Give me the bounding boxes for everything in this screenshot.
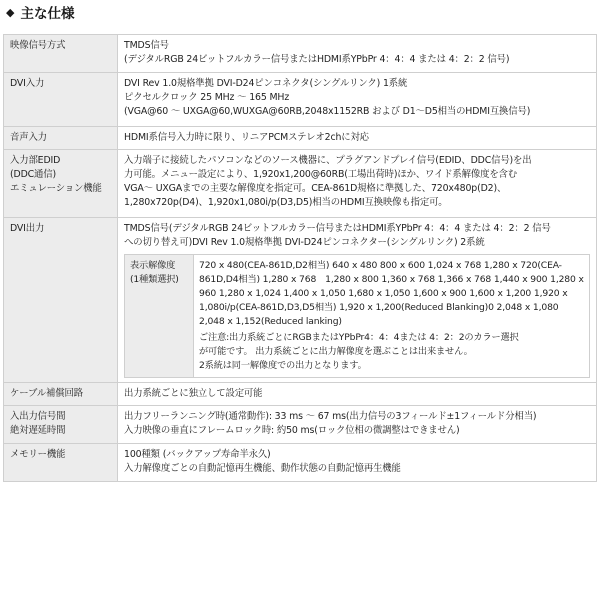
diamond-icon: ◆ [6,5,15,19]
value-line: 出力系統ごとに独立して設定可能 [124,388,263,399]
value-line: ピクセルクロック 25 MHz ～ 165 MHz [124,92,290,103]
spec-row-dvi-output [4,218,597,383]
label-line: メモリー機能 [10,449,66,460]
row-value [118,444,597,482]
value-line: 入力端子に接続したパソコンなどのソース機器に、プラグアンドプレイ信号(EDID、DDC信号)を出 [124,155,532,166]
row-label [4,383,118,406]
value-line: TMDS信号(デジタルRGB 24ビットフルカラー信号またはHDMI系YPbPr 4：4：4 または 4：2：2 信号 [124,223,551,234]
label-line: 映像信号方式 [10,40,66,51]
section-title: 主な仕様 [20,6,75,22]
label-line: ケーブル補償回路 [10,388,83,399]
row-value [118,218,597,383]
spec-row-dvi-input [4,73,597,127]
resolution-list: 720 x 480(CEA-861D,D2相当) 640 x 480 800 x 600 1,024 x 768 1,280 x 720(CEA-861D,D4相当) 1,280 x 768 1,280 x 800 1,360 x 768 1,366 x 768 1,440 x 900 1,280 x 960 1,280 x 1,024 1,400 x 1,050 1,680 x 1,050 1,600 x 900 1,600 x 1,200 1,920 x 1,080i/p(CEA-861D,D3,D5相当) 1,920 x 1,200(Reduced Blanking)0 2,048 x 1,080 2,048 x 1,152(Reduced lanking) [199,260,584,327]
value-line: 100種類 (バックアップ寿命半永久) [124,449,271,460]
row-value [118,150,597,218]
label-line: DVI入力 [10,78,45,89]
row-value [118,406,597,444]
resolution-row [125,255,590,378]
label-line: 入出力信号間 [10,411,66,422]
value-line: (デジタルRGB 24ビットフルカラー信号またはHDMI系YPbPr 4：4：4 または 4：2：2 信号) [124,54,510,65]
label-line: 絶対遅延時間 [10,425,66,436]
note-line: が可能です。 出力系統ごとに出力解像度を選ぶことは出来ません。 [199,346,473,357]
row-value [118,73,597,127]
row-label [4,35,118,73]
resolution-value [194,255,590,378]
label-line: (DDC通信) [10,169,56,180]
value-line: 1,280x720p(D4)、1,920x1,080i/p(D3,D5)相当のHDMI互換映像も指定可。 [124,197,448,208]
row-label [4,218,118,383]
row-value [118,35,597,73]
value-line: 出力フリーランニング時(通常動作): 33 ms ～ 67 ms(出力信号の3フィールド±1フィールド分相当) [124,411,537,422]
spec-row-cable-compensation [4,383,597,406]
resolution-label [125,255,194,378]
value-line: 力可能。メニュー設定により、1,920x1,200@60RB(工場出荷時)ほか、ワイド系解像度を含む [124,169,518,180]
value-line: VGA～ UXGAまでの主要な解像度を指定可。CEA-861D規格に準拠した、720x480p(D2)、 [124,183,507,194]
row-label [4,406,118,444]
spec-table [3,34,597,482]
label-line: 入力部EDID [10,155,61,166]
row-value [118,383,597,406]
row-label [4,127,118,150]
row-label [4,444,118,482]
value-line: DVI Rev 1.0規格準拠 DVI-D24ピンコネクタ(シングルリンク) 1系統 [124,78,408,89]
label-line: (1種類選択) [130,274,179,285]
row-label [4,150,118,218]
resolution-notes [199,331,584,373]
note-line: 2系統は同一解像度での出力となります。 [199,360,367,371]
note-line: ご注意:出力系統ごとにRGBまたはYPbPr4：4：4または 4：2：2のカラー選択 [199,332,519,343]
value-line: 入力映像の垂直にフレームロック時: 約50 ms(ロック位相の微調整はできません) [124,425,460,436]
value-line: TMDS信号 [124,40,169,51]
label-line: エミュレーション機能 [10,183,102,194]
value-line: (VGA@60 ～ UXGA@60,WUXGA@60RB,2048x1152RB および D1～D5相当のHDMI互換信号) [124,106,531,117]
spec-row-memory [4,444,597,482]
value-line: 入力解像度ごとの自動記憶再生機能、動作状態の自動記憶再生機能 [124,463,401,474]
label-line: DVI出力 [10,223,45,234]
value-line: HDMI系信号入力時に限り、リニアPCMステレオ2chに対応 [124,132,369,143]
section-heading [6,2,74,22]
spec-row-delay [4,406,597,444]
spec-row-audio-input [4,127,597,150]
value-line: への切り替え可)DVI Rev 1.0規格準拠 DVI-D24ピンコネクター(シングルリンク) 2系統 [124,237,485,248]
spec-row-video-signal [4,35,597,73]
row-label [4,73,118,127]
row-value [118,127,597,150]
label-line: 表示解像度 [130,260,176,271]
label-line: 音声入力 [10,132,47,143]
resolution-table [124,254,590,378]
spec-row-edid-emulation [4,150,597,218]
